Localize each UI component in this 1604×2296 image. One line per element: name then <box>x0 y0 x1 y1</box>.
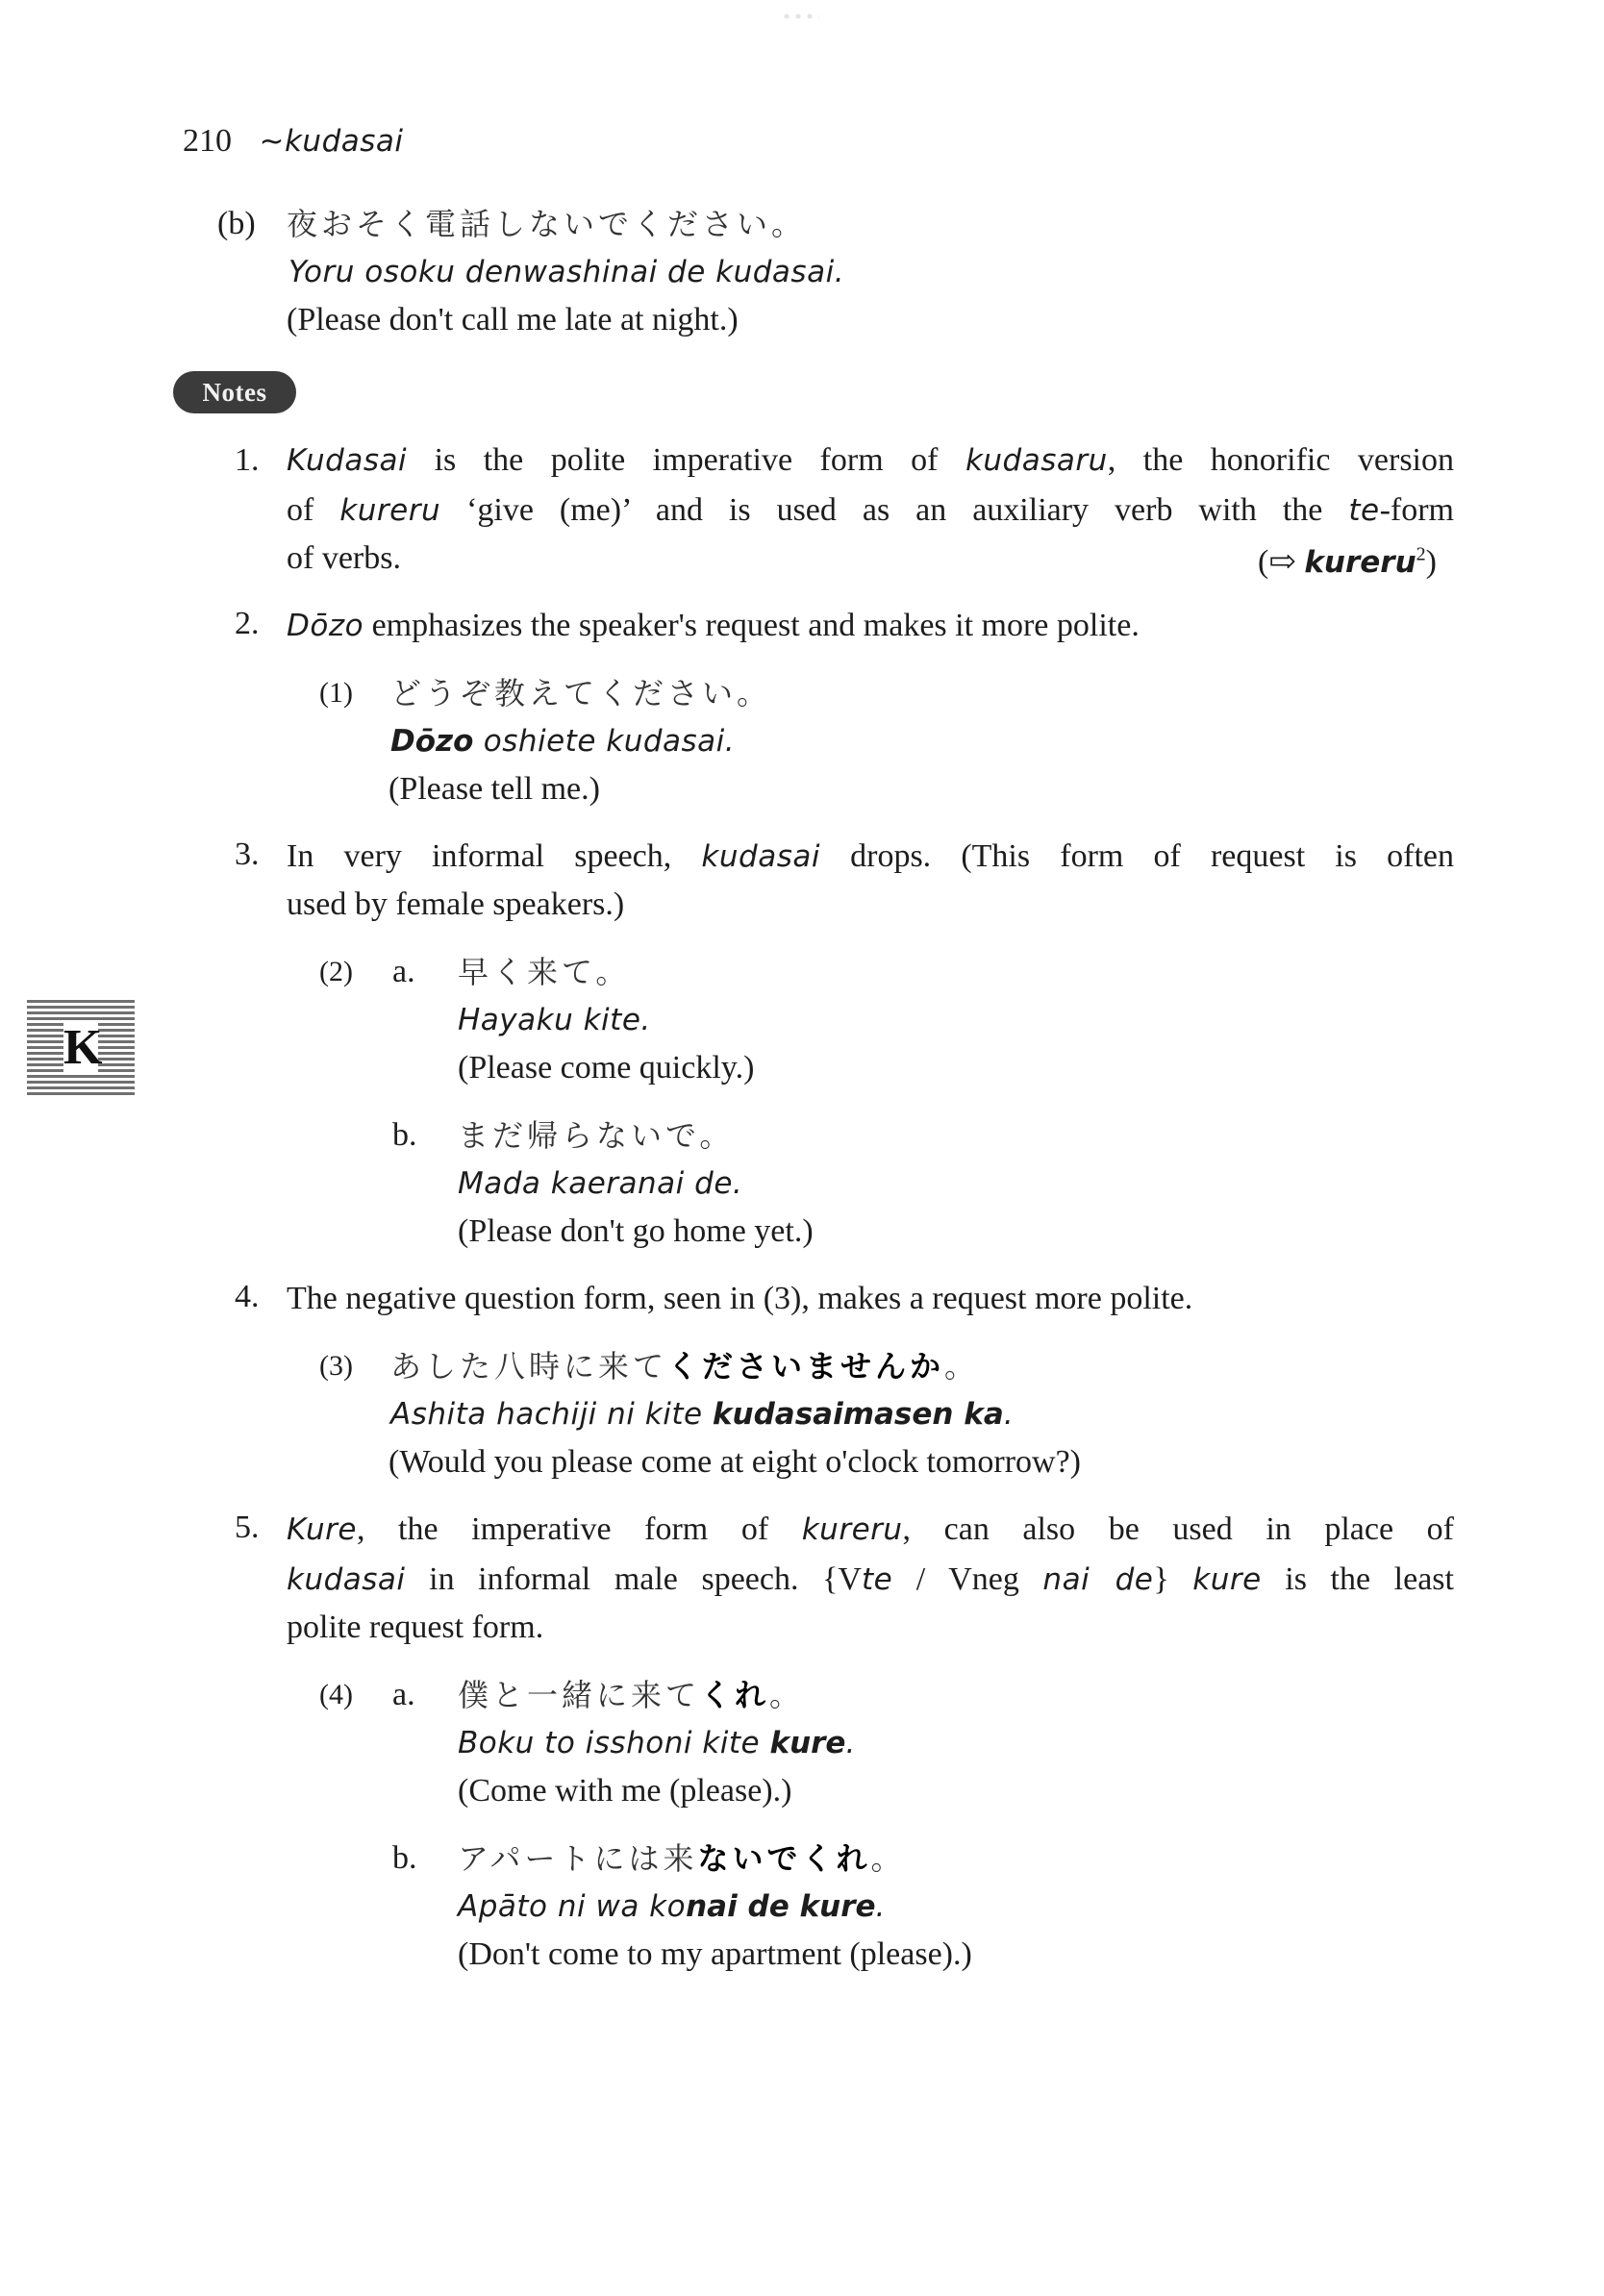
example-2a-english: (Please come quickly.) <box>458 1050 755 1086</box>
example-4b-japanese: アパートには来ないでくれ。 <box>458 1840 906 1877</box>
notes-badge: Notes <box>173 371 296 413</box>
example-2a-japanese: 早く来て。 <box>458 954 631 990</box>
note-5-line-2: kudasai in informal male speech. {Vte / Vneg nai de} kure is the least <box>287 1561 1454 1597</box>
note-1-line-3: of verbs. <box>287 540 401 576</box>
note-3-line-2: used by female speakers.) <box>287 886 625 922</box>
note-3-number: 3. <box>235 836 260 872</box>
note-1-cross-reference: (⇨ kureru$^2$) <box>1258 543 1437 580</box>
example-4b-label: b. <box>392 1840 417 1876</box>
example-1-english: (Please tell me.) <box>388 771 600 807</box>
example-2-label: (2) <box>319 956 353 987</box>
example-4b-romaji: Apāto ni wa konai de kure. <box>458 1889 886 1924</box>
note-2-line-1: Dōzo emphasizes the speaker's request and makes it more polite. <box>287 608 1140 643</box>
example-4a-romaji: Boku to isshoni kite kure. <box>458 1726 856 1760</box>
example-2b-romaji: Mada kaeranai de. <box>458 1166 743 1201</box>
note-1-line-1: Kudasai is the polite imperative form of kudasaru, the honorific version <box>287 442 1455 478</box>
running-title: ~kudasai <box>259 124 404 159</box>
note-5-line-3: polite request form. <box>287 1610 544 1645</box>
note-1-number: 1. <box>235 442 260 478</box>
example-1-label: (1) <box>319 677 353 709</box>
note-5-line-1: Kure, the imperative form of kureru, can also be used in place of <box>287 1511 1454 1547</box>
example-2b-japanese: まだ帰らないで。 <box>458 1117 735 1154</box>
example-2a-label: a. <box>392 954 415 989</box>
example-4a-label: a. <box>392 1677 415 1712</box>
top-decoration <box>781 13 819 19</box>
note-1-line-2: of kureru ‘give (me)’ and is used as an auxiliary verb with the te-form <box>287 492 1454 528</box>
example-3-romaji: Ashita hachiji ni kite kudasaimasen ka. <box>390 1397 1015 1432</box>
example-4b-english: (Don't come to my apartment (please).) <box>458 1936 972 1972</box>
note-4-line-1: The negative question form, seen in (3), makes a request more polite. <box>287 1281 1193 1316</box>
example-2b-english: (Please don't go home yet.) <box>458 1213 814 1249</box>
example-3-english: (Would you please come at eight o'clock tomorrow?) <box>388 1444 1081 1480</box>
example-4a-japanese: 僕と一緒に来てくれ。 <box>458 1677 805 1713</box>
example-4a-english: (Come with me (please).) <box>458 1773 792 1809</box>
example-2b-label: b. <box>392 1117 417 1153</box>
note-3-line-1: In very informal speech, kudasai drops. (This form of request is often <box>287 838 1454 874</box>
example-4-label: (4) <box>319 1679 353 1710</box>
page-number: 210 <box>183 123 232 159</box>
example-b-label: (b) <box>217 206 256 241</box>
example-3-label: (3) <box>319 1350 353 1382</box>
example-b-japanese: 夜おそく電話しないでください。 <box>287 206 807 242</box>
example-b-english: (Please don't call me late at night.) <box>287 302 739 337</box>
example-3-japanese: あした八時に来てくださいませんか。 <box>390 1348 980 1385</box>
page-header <box>183 117 404 165</box>
example-1-romaji: Dōzo oshiete kudasai. <box>390 724 736 759</box>
example-2a-romaji: Hayaku kite. <box>458 1003 651 1037</box>
note-2-number: 2. <box>235 606 260 641</box>
note-5-number: 5. <box>235 1510 260 1545</box>
example-1-japanese: どうぞ教えてください。 <box>390 675 772 711</box>
example-b-romaji: Yoru osoku denwashinai de kudasai. <box>288 255 845 289</box>
section-tab-k <box>27 1000 135 1096</box>
section-tab-letter: K <box>63 1020 103 1075</box>
note-4-number: 4. <box>235 1279 260 1314</box>
